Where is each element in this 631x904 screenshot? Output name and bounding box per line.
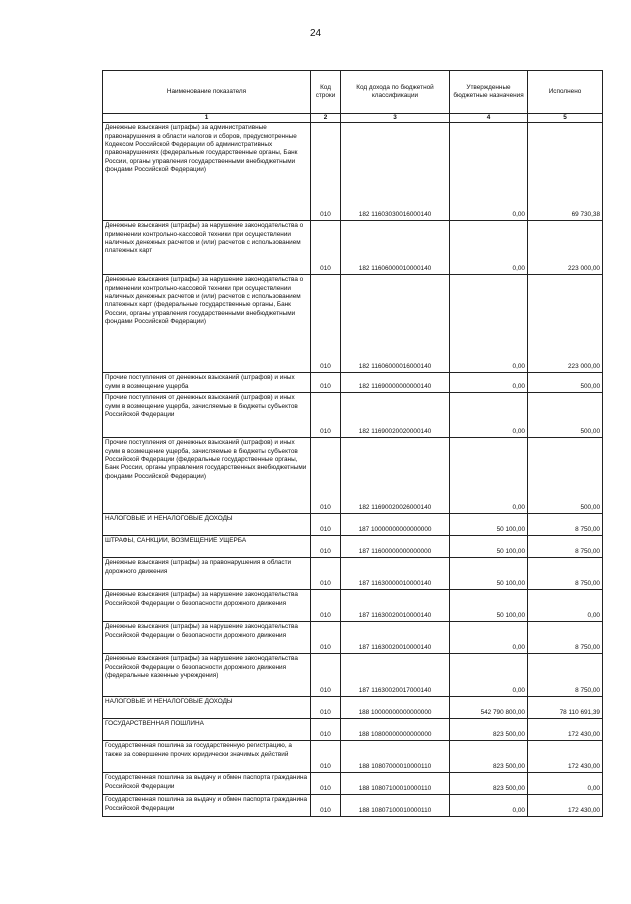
header-approved-budget: Утвержденные бюджетные назначения: [450, 71, 528, 114]
line-code: 010: [311, 795, 341, 817]
executed-amount: 8 750,00: [528, 622, 603, 654]
budget-income-table: [102, 70, 603, 817]
executed-amount: 500,00: [528, 373, 603, 393]
executed-amount: 8 750,00: [528, 558, 603, 590]
approved-amount: 0,00: [450, 438, 528, 514]
approved-amount: 823 500,00: [450, 719, 528, 741]
income-code: 182 11606000016000140: [341, 275, 450, 373]
indicator-name: Государственная пошлина за выдачу и обмен паспорта гражданина Российской Федерации: [103, 773, 311, 795]
executed-amount: 172 430,00: [528, 795, 603, 817]
line-code: 010: [311, 697, 341, 719]
table-row: [103, 221, 603, 275]
indicator-name: Прочие поступления от денежных взысканий (штрафов) и иных сумм в возмещение ущерба, зачисляемые в бюджеты субъектов Российской Федерации (федеральные государственные органы, Банк России, органы управления государственных внебюджетными фондами Российской Федерации): [103, 438, 311, 514]
indicator-name: Государственная пошлина за выдачу и обмен паспорта гражданина Российской Федерации: [103, 795, 311, 817]
income-code: 182 11606000010000140: [341, 221, 450, 275]
executed-amount: 172 430,00: [528, 719, 603, 741]
line-code: 010: [311, 438, 341, 514]
table-row: [103, 741, 603, 773]
header-income-code: Код дохода по бюджетной классификации: [341, 71, 450, 114]
executed-amount: 8 750,00: [528, 514, 603, 536]
table-row: [103, 438, 603, 514]
table-row: [103, 393, 603, 438]
page-number: 24: [309, 28, 322, 39]
line-code: 010: [311, 373, 341, 393]
income-code: 182 11603030016000140: [341, 123, 450, 221]
executed-amount: 0,00: [528, 590, 603, 622]
approved-amount: 0,00: [450, 123, 528, 221]
executed-amount: 500,00: [528, 438, 603, 514]
table-row: [103, 558, 603, 590]
line-code: 010: [311, 654, 341, 697]
table-row: [103, 590, 603, 622]
table-row: [103, 275, 603, 373]
line-code: 010: [311, 741, 341, 773]
line-code: 010: [311, 514, 341, 536]
approved-amount: 50 100,00: [450, 558, 528, 590]
executed-amount: 8 750,00: [528, 654, 603, 697]
income-code: 182 11690000000000140: [341, 373, 450, 393]
income-code: 188 10000000000000000: [341, 697, 450, 719]
column-number-row: [103, 114, 603, 123]
line-code: 010: [311, 773, 341, 795]
approved-amount: 0,00: [450, 373, 528, 393]
approved-amount: 50 100,00: [450, 514, 528, 536]
executed-amount: 78 110 691,39: [528, 697, 603, 719]
approved-amount: 50 100,00: [450, 536, 528, 558]
executed-amount: 223 000,00: [528, 275, 603, 373]
indicator-name: ГОСУДАРСТВЕННАЯ ПОШЛИНА: [103, 719, 311, 741]
line-code: 010: [311, 123, 341, 221]
header-indicator-name: Наименование показателя: [103, 71, 311, 114]
table-row: [103, 622, 603, 654]
approved-amount: 0,00: [450, 221, 528, 275]
indicator-name: Денежные взыскания (штрафы) за нарушение законодательства Российской Федерации о безопасности дорожного движения (федеральные казенные учреждения): [103, 654, 311, 697]
table-row: [103, 697, 603, 719]
approved-amount: 0,00: [450, 393, 528, 438]
table-row: [103, 773, 603, 795]
income-code: 188 10807100010000110: [341, 795, 450, 817]
indicator-name: НАЛОГОВЫЕ И НЕНАЛОГОВЫЕ ДОХОДЫ: [103, 697, 311, 719]
line-code: 010: [311, 275, 341, 373]
indicator-name: ШТРАФЫ, САНКЦИИ, ВОЗМЕЩЕНИЕ УЩЕРБА: [103, 536, 311, 558]
income-code: 187 11600000000000000: [341, 536, 450, 558]
income-code: 187 11630020010000140: [341, 622, 450, 654]
column-number: 4: [450, 114, 528, 123]
executed-amount: 223 000,00: [528, 221, 603, 275]
header-executed: Исполнено: [528, 71, 603, 114]
executed-amount: 8 750,00: [528, 536, 603, 558]
approved-amount: 823 500,00: [450, 773, 528, 795]
executed-amount: 500,00: [528, 393, 603, 438]
indicator-name: Денежные взыскания (штрафы) за нарушение законодательства Российской Федерации о безопасности дорожного движения: [103, 622, 311, 654]
line-code: 010: [311, 719, 341, 741]
table-row: [103, 795, 603, 817]
approved-amount: 823 500,00: [450, 741, 528, 773]
executed-amount: 0,00: [528, 773, 603, 795]
table-row: [103, 123, 603, 221]
line-code: 010: [311, 393, 341, 438]
table-row: [103, 719, 603, 741]
approved-amount: 0,00: [450, 622, 528, 654]
indicator-name: НАЛОГОВЫЕ И НЕНАЛОГОВЫЕ ДОХОДЫ: [103, 514, 311, 536]
column-number: 1: [103, 114, 311, 123]
indicator-name: Денежные взыскания (штрафы) за административные правонарушения в области налогов и сборов, предусмотренные Кодексом Российской Федерации об административных правонарушениях (федеральные государственные органы, Банк России, органы управления государственными внебюджетными фондами Российской Федерации): [103, 123, 311, 221]
indicator-name: Государственная пошлина за государственную регистрацию, а также за совершение прочих юридически значимых действий: [103, 741, 311, 773]
header-line-code: Код строки: [311, 71, 341, 114]
column-number: 5: [528, 114, 603, 123]
income-code: 187 11630000010000140: [341, 558, 450, 590]
income-code: 187 10000000000000000: [341, 514, 450, 536]
executed-amount: 69 730,38: [528, 123, 603, 221]
column-number: 3: [341, 114, 450, 123]
header-row: [103, 71, 603, 114]
income-code: 188 10807100010000110: [341, 773, 450, 795]
approved-amount: 0,00: [450, 654, 528, 697]
income-code: 187 11630020010000140: [341, 590, 450, 622]
indicator-name: Денежные взыскания (штрафы) за нарушение законодательства Российской Федерации о безопасности дорожного движения: [103, 590, 311, 622]
income-code: 187 11630020017000140: [341, 654, 450, 697]
executed-amount: 172 430,00: [528, 741, 603, 773]
income-code: 188 10800000000000000: [341, 719, 450, 741]
table-row: [103, 373, 603, 393]
line-code: 010: [311, 622, 341, 654]
line-code: 010: [311, 536, 341, 558]
indicator-name: Прочие поступления от денежных взысканий (штрафов) и иных сумм в возмещение ущерба: [103, 373, 311, 393]
table-row: [103, 654, 603, 697]
line-code: 010: [311, 558, 341, 590]
indicator-name: Денежные взыскания (штрафы) за правонарушения в области дорожного движения: [103, 558, 311, 590]
indicator-name: Денежные взыскания (штрафы) за нарушение законодательства о применении контрольно-кассовой техники при осуществлении наличных денежных расчетов и (или) расчетов с использованием платежных карт: [103, 221, 311, 275]
income-code: 188 10807000010000110: [341, 741, 450, 773]
column-number: 2: [311, 114, 341, 123]
table-row: [103, 514, 603, 536]
approved-amount: 50 100,00: [450, 590, 528, 622]
indicator-name: Денежные взыскания (штрафы) за нарушение законодательства о применении контрольно-кассовой техники при осуществлении наличных денежных расчетов и (или) расчетов с использованием платежных карт (федеральные государственные органы, Банк России, органы управления государственными внебюджетными фондами Российской Федерации): [103, 275, 311, 373]
income-code: 182 11690020020000140: [341, 393, 450, 438]
approved-amount: 542 790 800,00: [450, 697, 528, 719]
indicator-name: Прочие поступления от денежных взысканий (штрафов) и иных сумм в возмещение ущерба, зачисляемые в бюджеты субъектов Российской Федерации: [103, 393, 311, 438]
income-code: 182 11690020026000140: [341, 438, 450, 514]
line-code: 010: [311, 590, 341, 622]
line-code: 010: [311, 221, 341, 275]
approved-amount: 0,00: [450, 795, 528, 817]
table-row: [103, 536, 603, 558]
approved-amount: 0,00: [450, 275, 528, 373]
